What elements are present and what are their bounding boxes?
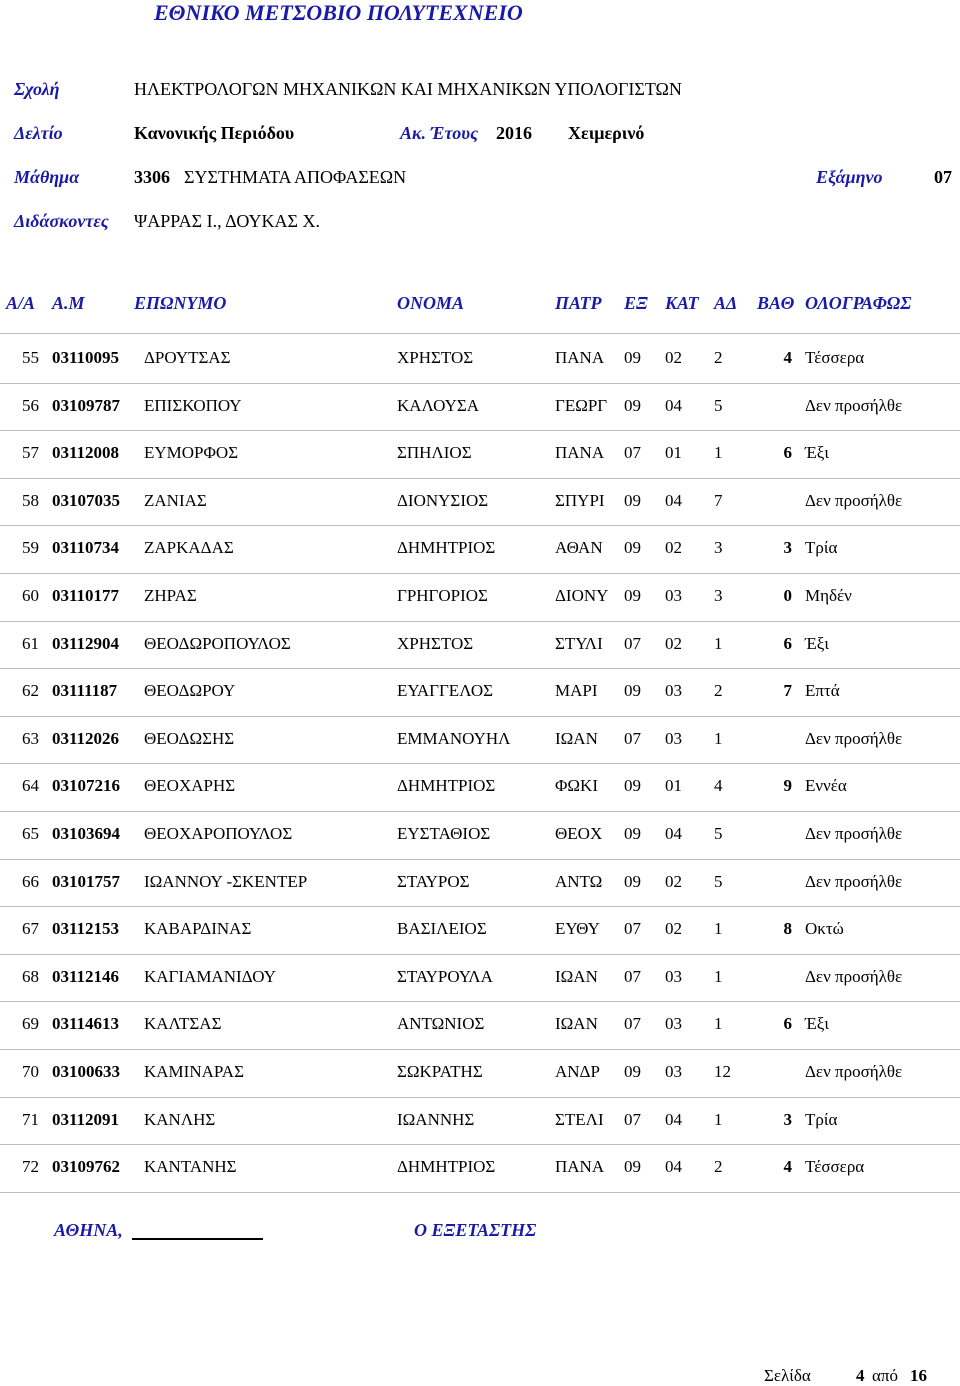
row-surname: ΖΑΡΚΑΔΑΣ bbox=[144, 538, 234, 558]
row-student-id: 03107216 bbox=[52, 776, 120, 796]
row-grade-words: Οκτώ bbox=[805, 919, 844, 939]
row-semester: 07 bbox=[624, 443, 641, 463]
row-student-id: 03111187 bbox=[52, 681, 118, 701]
row-first-name: ΣΤΑΥΡΟΣ bbox=[397, 871, 470, 891]
row-category: 02 bbox=[665, 348, 682, 367]
row-grade-words: Έξι bbox=[805, 1014, 829, 1034]
row-student-id: 03110095 bbox=[52, 348, 120, 367]
row-father-name: ΣΤΕΛΙ bbox=[555, 1109, 604, 1129]
row-semester: 09 bbox=[624, 776, 641, 796]
table-row bbox=[0, 574, 960, 622]
row-category: 04 bbox=[665, 490, 682, 510]
report-value: Κανονικής Περιόδου bbox=[134, 123, 295, 143]
row-grade-words: Δεν προσήλθε bbox=[805, 728, 903, 748]
table-row bbox=[0, 1098, 960, 1146]
row-semester: 09 bbox=[624, 824, 641, 843]
row-attempts: 1 bbox=[714, 633, 723, 653]
col-header-ex: ΕΞ bbox=[624, 293, 648, 313]
row-semester: 07 bbox=[624, 919, 641, 939]
table-row bbox=[0, 860, 960, 908]
row-grade-words: Δεν προσήλθε bbox=[805, 871, 903, 891]
table-row bbox=[0, 717, 960, 765]
row-grade-words: Τρία bbox=[805, 1109, 838, 1129]
row-grade: 3 bbox=[783, 1109, 792, 1129]
row-surname: ΚΑΝΛΗΣ bbox=[144, 1109, 216, 1129]
row-category: 03 bbox=[665, 966, 682, 986]
row-aa: 64 bbox=[22, 776, 39, 796]
row-aa: 60 bbox=[22, 586, 39, 605]
row-grade: 0 bbox=[783, 586, 792, 605]
col-header-surname: ΕΠΩΝΥΜΟ bbox=[134, 293, 227, 313]
row-father-name: ΙΩΑΝ bbox=[555, 1014, 598, 1034]
table-row bbox=[0, 812, 960, 860]
row-student-id: 03112146 bbox=[52, 966, 120, 986]
course-label: Μάθημα bbox=[14, 167, 80, 187]
row-first-name: ΧΡΗΣΤΟΣ bbox=[397, 633, 474, 653]
row-category: 03 bbox=[665, 1014, 682, 1034]
row-student-id: 03100633 bbox=[52, 1062, 120, 1081]
row-surname: ΖΑΝΙΑΣ bbox=[144, 490, 207, 510]
row-surname: ΖΗΡΑΣ bbox=[144, 586, 197, 605]
footer-city: ΑΘΗΝΑ, bbox=[54, 1220, 123, 1240]
row-aa: 55 bbox=[22, 348, 39, 367]
row-surname: ΘΕΟΧΑΡΗΣ bbox=[144, 776, 236, 796]
row-attempts: 12 bbox=[714, 1062, 731, 1081]
row-student-id: 03112904 bbox=[52, 633, 120, 653]
col-header-words: ΟΛΟΓΡΑΦΩΣ bbox=[805, 293, 912, 313]
row-grade: 6 bbox=[783, 443, 792, 463]
row-student-id: 03107035 bbox=[52, 490, 120, 510]
row-aa: 62 bbox=[22, 681, 39, 701]
row-semester: 09 bbox=[624, 1157, 641, 1177]
row-category: 03 bbox=[665, 681, 682, 701]
row-attempts: 2 bbox=[714, 1157, 723, 1177]
row-aa: 72 bbox=[22, 1157, 39, 1177]
row-semester: 09 bbox=[624, 1062, 641, 1081]
row-grade-words: Έξι bbox=[805, 443, 829, 463]
row-category: 04 bbox=[665, 1157, 682, 1177]
row-category: 03 bbox=[665, 1062, 682, 1081]
row-semester: 09 bbox=[624, 871, 641, 891]
row-attempts: 4 bbox=[714, 776, 723, 796]
page-total: 16 bbox=[910, 1366, 927, 1385]
row-surname: ΘΕΟΔΩΡΟΥ bbox=[144, 681, 236, 701]
row-semester: 09 bbox=[624, 586, 641, 605]
row-father-name: ΣΤΥΛΙ bbox=[555, 633, 603, 653]
row-surname: ΚΑΝΤΑΝΗΣ bbox=[144, 1157, 237, 1177]
row-grade-words: Μηδέν bbox=[805, 586, 852, 605]
row-aa: 68 bbox=[22, 966, 39, 986]
row-first-name: ΑΝΤΩΝΙΟΣ bbox=[397, 1014, 485, 1034]
table-row bbox=[0, 526, 960, 574]
row-first-name: ΧΡΗΣΤΟΣ bbox=[397, 348, 474, 367]
row-first-name: ΣΠΗΛΙΟΣ bbox=[397, 443, 472, 463]
row-first-name: ΣΩΚΡΑΤΗΣ bbox=[397, 1062, 483, 1081]
row-divider bbox=[0, 1192, 960, 1193]
row-aa: 57 bbox=[22, 443, 39, 463]
row-attempts: 3 bbox=[714, 538, 723, 558]
table-row bbox=[0, 336, 960, 384]
row-surname: ΕΠΙΣΚΟΠΟΥ bbox=[144, 395, 242, 415]
col-header-father: ΠΑΤΡ bbox=[555, 293, 602, 313]
row-attempts: 2 bbox=[714, 681, 723, 701]
row-surname: ΘΕΟΧΑΡΟΠΟΥΛΟΣ bbox=[144, 824, 293, 843]
row-student-id: 03109762 bbox=[52, 1157, 120, 1177]
col-header-am: Α.Μ bbox=[52, 293, 85, 313]
row-student-id: 03103694 bbox=[52, 824, 120, 843]
page-label: Σελίδα bbox=[764, 1366, 811, 1385]
row-grade-words: Δεν προσήλθε bbox=[805, 966, 903, 986]
table-row bbox=[0, 1145, 960, 1193]
row-attempts: 1 bbox=[714, 966, 723, 986]
row-first-name: ΒΑΣΙΛΕΙΟΣ bbox=[397, 919, 487, 939]
row-grade-words: Επτά bbox=[805, 681, 840, 701]
col-header-aa: Α/Α bbox=[6, 293, 36, 313]
row-surname: ΘΕΟΔΩΣΗΣ bbox=[144, 728, 235, 748]
row-father-name: ΙΩΑΝ bbox=[555, 728, 598, 748]
row-aa: 70 bbox=[22, 1062, 39, 1081]
row-aa: 61 bbox=[22, 633, 39, 653]
row-student-id: 03112026 bbox=[52, 728, 120, 748]
row-father-name: ΕΥΘΥ bbox=[555, 919, 600, 939]
row-attempts: 1 bbox=[714, 443, 723, 463]
row-father-name: ΦΩΚΙ bbox=[555, 776, 598, 796]
row-category: 01 bbox=[665, 776, 682, 796]
row-semester: 07 bbox=[624, 633, 641, 653]
row-first-name: ΔΗΜΗΤΡΙΟΣ bbox=[397, 538, 496, 558]
row-attempts: 1 bbox=[714, 1014, 723, 1034]
course-name: ΣΥΣΤΗΜΑΤΑ ΑΠΟΦΑΣΕΩΝ bbox=[184, 167, 407, 187]
row-surname: ΚΑΒΑΡΔΙΝΑΣ bbox=[144, 919, 252, 939]
term-value: 07 bbox=[934, 167, 952, 187]
row-first-name: ΣΤΑΥΡΟΥΛΑ bbox=[397, 966, 493, 986]
row-surname: ΘΕΟΔΩΡΟΠΟΥΛΟΣ bbox=[144, 633, 291, 653]
row-father-name: ΑΝΔΡ bbox=[555, 1062, 600, 1081]
table-row bbox=[0, 955, 960, 1003]
year-label: Ακ. Έτους bbox=[400, 123, 479, 143]
table-row bbox=[0, 384, 960, 432]
col-header-name: ΟΝΟΜΑ bbox=[397, 293, 465, 313]
report-label: Δελτίο bbox=[14, 123, 63, 143]
row-grade: 6 bbox=[783, 1014, 792, 1034]
row-attempts: 1 bbox=[714, 728, 723, 748]
row-aa: 59 bbox=[22, 538, 39, 558]
table-row bbox=[0, 669, 960, 717]
table-row bbox=[0, 1002, 960, 1050]
row-category: 04 bbox=[665, 395, 682, 415]
row-aa: 71 bbox=[22, 1109, 39, 1129]
row-semester: 09 bbox=[624, 348, 641, 367]
row-semester: 07 bbox=[624, 1014, 641, 1034]
row-grade: 3 bbox=[783, 538, 792, 558]
year-value: 2016 bbox=[496, 123, 532, 143]
table-row bbox=[0, 1050, 960, 1098]
row-grade: 8 bbox=[783, 919, 792, 939]
row-semester: 09 bbox=[624, 538, 641, 558]
row-student-id: 03114613 bbox=[52, 1014, 120, 1034]
row-surname: ΕΥΜΟΡΦΟΣ bbox=[144, 443, 239, 463]
table-row bbox=[0, 764, 960, 812]
row-surname: ΚΑΓΙΑΜΑΝΙΔΟΥ bbox=[144, 966, 276, 986]
row-first-name: ΓΡΗΓΟΡΙΟΣ bbox=[397, 586, 488, 605]
row-first-name: ΚΑΛΟΥΣΑ bbox=[397, 395, 480, 415]
row-semester: 09 bbox=[624, 681, 641, 701]
row-first-name: ΙΩΑΝΝΗΣ bbox=[397, 1109, 475, 1129]
col-header-ad: ΑΔ bbox=[714, 293, 738, 313]
row-father-name: ΣΠΥΡΙ bbox=[555, 490, 605, 510]
row-student-id: 03110734 bbox=[52, 538, 120, 558]
row-grade-words: Τρία bbox=[805, 538, 838, 558]
row-father-name: ΙΩΑΝ bbox=[555, 966, 598, 986]
row-student-id: 03112008 bbox=[52, 443, 120, 463]
row-first-name: ΔΗΜΗΤΡΙΟΣ bbox=[397, 1157, 496, 1177]
page-of: από bbox=[872, 1366, 898, 1385]
row-student-id: 03112153 bbox=[52, 919, 120, 939]
instructors-value: ΨΑΡΡΑΣ Ι., ΔΟΥΚΑΣ Χ. bbox=[134, 211, 320, 231]
table-row bbox=[0, 479, 960, 527]
row-category: 04 bbox=[665, 1109, 682, 1129]
row-father-name: ΠΑΝΑ bbox=[555, 443, 605, 463]
row-category: 04 bbox=[665, 824, 682, 843]
row-grade: 4 bbox=[783, 348, 792, 367]
row-father-name: ΠΑΝΑ bbox=[555, 1157, 605, 1177]
row-surname: ΚΑΜΙΝΑΡΑΣ bbox=[144, 1062, 244, 1081]
row-semester: 07 bbox=[624, 1109, 641, 1129]
signature-line bbox=[132, 1238, 263, 1240]
row-category: 01 bbox=[665, 443, 682, 463]
school-label: Σχολή bbox=[14, 79, 60, 99]
row-aa: 56 bbox=[22, 395, 39, 415]
row-grade: 4 bbox=[783, 1157, 792, 1177]
row-aa: 65 bbox=[22, 824, 39, 843]
row-first-name: ΔΗΜΗΤΡΙΟΣ bbox=[397, 776, 496, 796]
row-grade-words: Δεν προσήλθε bbox=[805, 395, 903, 415]
footer-examiner: Ο ΕΞΕΤΑΣΤΗΣ bbox=[414, 1220, 537, 1240]
row-surname: ΔΡΟΥΤΣΑΣ bbox=[144, 348, 231, 367]
row-category: 02 bbox=[665, 633, 682, 653]
row-aa: 67 bbox=[22, 919, 39, 939]
row-first-name: ΕΥΑΓΓΕΛΟΣ bbox=[397, 681, 493, 701]
row-father-name: ΔΙΟΝΥ bbox=[555, 586, 609, 605]
row-attempts: 5 bbox=[714, 824, 723, 843]
row-student-id: 03112091 bbox=[52, 1109, 120, 1129]
row-aa: 69 bbox=[22, 1014, 39, 1034]
row-attempts: 2 bbox=[714, 348, 723, 367]
row-category: 02 bbox=[665, 919, 682, 939]
header-divider bbox=[0, 333, 960, 334]
row-father-name: ΜΑΡΙ bbox=[555, 681, 598, 701]
row-category: 02 bbox=[665, 538, 682, 558]
row-grade-words: Εννέα bbox=[805, 776, 847, 796]
table-row bbox=[0, 907, 960, 955]
row-grade-words: Δεν προσήλθε bbox=[805, 824, 903, 843]
school-value: ΗΛΕΚΤΡΟΛΟΓΩΝ ΜΗΧΑΝΙΚΩΝ ΚΑΙ ΜΗΧΑΝΙΚΩΝ ΥΠΟΛΟΓΙΣΤΩΝ bbox=[134, 79, 682, 99]
row-attempts: 5 bbox=[714, 395, 723, 415]
row-semester: 07 bbox=[624, 966, 641, 986]
term-label: Εξάμηνο bbox=[816, 167, 883, 187]
row-aa: 63 bbox=[22, 728, 39, 748]
row-first-name: ΔΙΟΝΥΣΙΟΣ bbox=[397, 490, 489, 510]
row-first-name: ΕΜΜΑΝΟΥΗΛ bbox=[397, 728, 511, 748]
row-surname: ΙΩΑΝΝΟΥ -ΣΚΕΝΤΕΡ bbox=[144, 871, 308, 891]
course-code: 3306 bbox=[134, 167, 170, 187]
row-grade-words: Τέσσερα bbox=[805, 348, 865, 367]
row-first-name: ΕΥΣΤΑΘΙΟΣ bbox=[397, 824, 491, 843]
row-attempts: 7 bbox=[714, 490, 723, 510]
row-father-name: ΠΑΝΑ bbox=[555, 348, 605, 367]
row-semester: 09 bbox=[624, 490, 641, 510]
row-father-name: ΑΘΑΝ bbox=[555, 538, 603, 558]
row-attempts: 5 bbox=[714, 871, 723, 891]
row-grade-words: Τέσσερα bbox=[805, 1157, 865, 1177]
table-row bbox=[0, 431, 960, 479]
row-attempts: 1 bbox=[714, 919, 723, 939]
row-student-id: 03109787 bbox=[52, 395, 120, 415]
row-grade: 6 bbox=[783, 633, 792, 653]
row-student-id: 03110177 bbox=[52, 586, 120, 605]
institution-title: ΕΘΝΙΚΟ ΜΕΤΣΟΒΙΟ ΠΟΛΥΤΕΧΝΕΙΟ bbox=[154, 0, 523, 25]
row-semester: 07 bbox=[624, 728, 641, 748]
row-father-name: ΘΕΟΧ bbox=[555, 824, 603, 843]
row-grade-words: Δεν προσήλθε bbox=[805, 1062, 903, 1081]
row-grade-words: Δεν προσήλθε bbox=[805, 490, 903, 510]
row-aa: 58 bbox=[22, 490, 39, 510]
row-category: 02 bbox=[665, 871, 682, 891]
row-grade: 7 bbox=[783, 681, 792, 701]
row-category: 03 bbox=[665, 728, 682, 748]
col-header-grade: ΒΑΘ bbox=[757, 293, 795, 313]
row-aa: 66 bbox=[22, 871, 39, 891]
row-attempts: 3 bbox=[714, 586, 723, 605]
row-father-name: ΑΝΤΩ bbox=[555, 871, 603, 891]
semester-type: Χειμερινό bbox=[568, 123, 645, 143]
row-surname: ΚΑΛΤΣΑΣ bbox=[144, 1014, 222, 1034]
row-grade-words: Έξι bbox=[805, 633, 829, 653]
table-row bbox=[0, 622, 960, 670]
row-father-name: ΓΕΩΡΓ bbox=[555, 395, 608, 415]
row-semester: 09 bbox=[624, 395, 641, 415]
row-attempts: 1 bbox=[714, 1109, 723, 1129]
col-header-kat: ΚΑΤ bbox=[665, 293, 699, 313]
row-category: 03 bbox=[665, 586, 682, 605]
row-student-id: 03101757 bbox=[52, 871, 120, 891]
instructors-label: Διδάσκοντες bbox=[14, 211, 109, 231]
row-grade: 9 bbox=[783, 776, 792, 796]
page-current: 4 bbox=[856, 1366, 865, 1385]
